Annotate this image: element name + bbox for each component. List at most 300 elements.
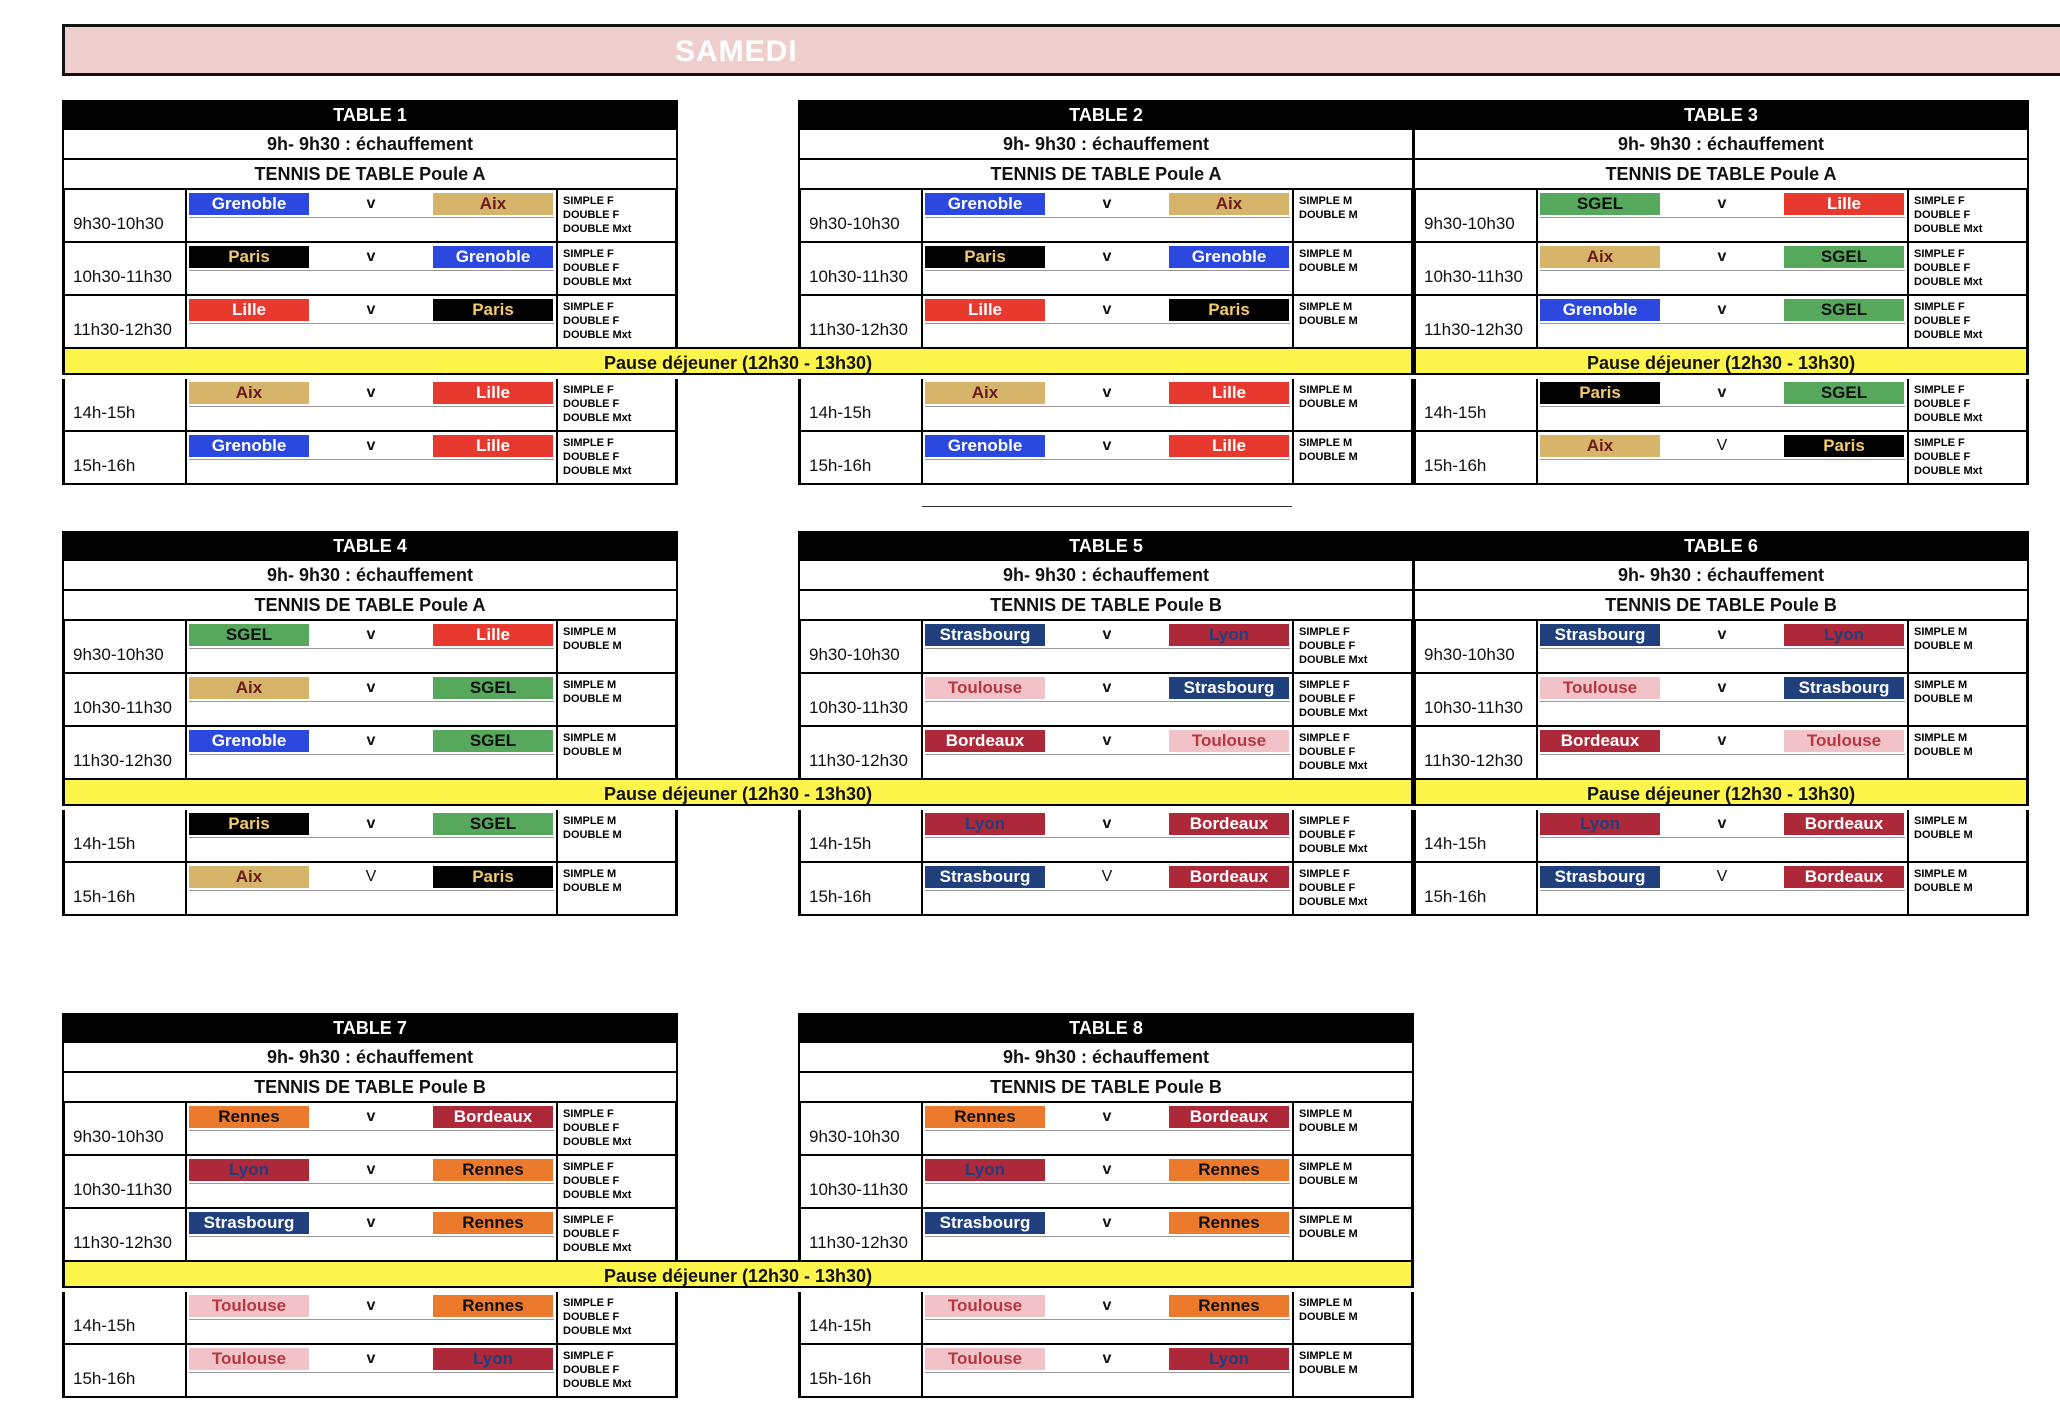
- home-team: Toulouse: [1540, 677, 1660, 699]
- category-label: SIMPLE F: [1299, 679, 1350, 691]
- table-title: TABLE 5: [798, 531, 1414, 561]
- category-label: SIMPLE M: [1299, 195, 1353, 207]
- category-cell: [556, 1345, 678, 1396]
- time-label: 9h30-10h30: [73, 214, 164, 233]
- table-panel: [62, 531, 678, 916]
- time-cell: [65, 1156, 187, 1207]
- category-label: DOUBLE Mxt: [1299, 843, 1368, 855]
- time-cell: [1416, 674, 1538, 725]
- time-label: 10h30-11h30: [73, 1180, 172, 1199]
- match-slot: [1413, 727, 2029, 780]
- category-label: SIMPLE F: [1299, 732, 1350, 744]
- match-slot: [1413, 621, 2029, 674]
- category-cell: [1907, 432, 2029, 483]
- away-team: Aix: [1169, 193, 1289, 215]
- time-label: 14h-15h: [809, 1316, 872, 1335]
- home-team: Strasbourg: [1540, 866, 1660, 888]
- category-label: SIMPLE F: [1914, 437, 1965, 449]
- home-team: Paris: [189, 246, 309, 268]
- versus-label: v: [366, 1161, 376, 1178]
- score-row: [925, 701, 1290, 724]
- time-cell: [65, 243, 187, 294]
- category-label: SIMPLE M: [1299, 437, 1353, 449]
- time-cell: [65, 1209, 187, 1260]
- score-row: [925, 270, 1290, 293]
- category-label: SIMPLE M: [1299, 1350, 1353, 1362]
- home-team: Strasbourg: [925, 1212, 1045, 1234]
- away-team: Grenoble: [433, 246, 553, 268]
- category-cell: [556, 432, 678, 483]
- score-row: [189, 270, 554, 293]
- time-label: 14h-15h: [73, 403, 136, 422]
- away-team: Rennes: [433, 1159, 553, 1181]
- match-slot: [1413, 243, 2029, 296]
- score-row: [1540, 217, 1905, 240]
- category-label: SIMPLE F: [1299, 815, 1350, 827]
- away-team: Paris: [433, 866, 553, 888]
- away-team: Lyon: [1169, 624, 1289, 646]
- home-team: Strasbourg: [1540, 624, 1660, 646]
- away-team: Bordeaux: [433, 1106, 553, 1128]
- score-row: [925, 837, 1290, 860]
- category-cell: [556, 243, 678, 294]
- category-cell: [1292, 432, 1414, 483]
- category-label: DOUBLE F: [563, 1122, 620, 1134]
- match-slot: [798, 1345, 1414, 1398]
- versus-label: v: [366, 1214, 376, 1231]
- table-panel: [798, 100, 1414, 485]
- table-panel: [798, 531, 1414, 916]
- table-panel: [62, 1013, 678, 1398]
- table-title: TABLE 2: [798, 100, 1414, 130]
- home-team: Paris: [1540, 382, 1660, 404]
- category-label: DOUBLE M: [563, 746, 622, 758]
- category-cell: [1907, 727, 2029, 778]
- time-cell: [1416, 810, 1538, 861]
- home-team: Grenoble: [189, 193, 309, 215]
- match-slot: [62, 1156, 678, 1209]
- category-label: DOUBLE Mxt: [1914, 276, 1983, 288]
- away-team: Paris: [1169, 299, 1289, 321]
- category-label: SIMPLE F: [563, 1161, 614, 1173]
- match-slot: [798, 1103, 1414, 1156]
- score-row: [1540, 648, 1905, 671]
- lunch-break-bar: Pause déjeuner (12h30 - 13h30): [1413, 347, 2029, 375]
- away-team: Rennes: [1169, 1212, 1289, 1234]
- category-label: DOUBLE Mxt: [563, 1378, 632, 1390]
- category-cell: [1907, 863, 2029, 914]
- home-team: SGEL: [1540, 193, 1660, 215]
- match-slot: [798, 190, 1414, 243]
- category-label: DOUBLE M: [563, 693, 622, 705]
- home-team: Rennes: [925, 1106, 1045, 1128]
- home-team: Lille: [925, 299, 1045, 321]
- score-row: [189, 837, 554, 860]
- category-label: DOUBLE M: [1299, 451, 1358, 463]
- time-label: 15h-16h: [73, 1369, 136, 1388]
- time-cell: [801, 243, 923, 294]
- table-title: TABLE 6: [1413, 531, 2029, 561]
- lunch-break-bar: Pause déjeuner (12h30 - 13h30): [1413, 778, 2029, 806]
- category-label: SIMPLE M: [1914, 732, 1968, 744]
- match-slot: [62, 296, 678, 349]
- versus-label: V: [1101, 868, 1113, 885]
- away-team: Rennes: [433, 1212, 553, 1234]
- category-cell: [1907, 243, 2029, 294]
- time-cell: [65, 296, 187, 347]
- category-label: DOUBLE M: [1914, 640, 1973, 652]
- away-team: SGEL: [433, 677, 553, 699]
- time-cell: [801, 674, 923, 725]
- category-label: DOUBLE F: [563, 1175, 620, 1187]
- home-team: Bordeaux: [1540, 730, 1660, 752]
- home-team: Grenoble: [189, 435, 309, 457]
- away-team: Lille: [1784, 193, 1904, 215]
- score-row: [1540, 323, 1905, 346]
- time-cell: [1416, 190, 1538, 241]
- home-team: Toulouse: [925, 1295, 1045, 1317]
- category-label: DOUBLE F: [563, 262, 620, 274]
- score-row: [189, 1319, 554, 1342]
- warmup-line: 9h- 9h30 : échauffement: [62, 561, 678, 591]
- category-label: DOUBLE F: [1914, 315, 1971, 327]
- time-cell: [801, 1292, 923, 1343]
- versus-label: v: [366, 1297, 376, 1314]
- category-cell: [1292, 674, 1414, 725]
- category-cell: [1292, 1103, 1414, 1154]
- versus-label: v: [1102, 1161, 1112, 1178]
- warmup-line: 9h- 9h30 : échauffement: [798, 1043, 1414, 1073]
- category-label: SIMPLE F: [1914, 195, 1965, 207]
- category-label: DOUBLE F: [1914, 209, 1971, 221]
- time-cell: [801, 190, 923, 241]
- score-row: [925, 754, 1290, 777]
- versus-label: v: [1717, 679, 1727, 696]
- versus-label: v: [1102, 679, 1112, 696]
- home-team: Aix: [925, 382, 1045, 404]
- match-slot: [798, 379, 1414, 432]
- away-team: Lille: [433, 624, 553, 646]
- score-row: [189, 1236, 554, 1259]
- time-cell: [1416, 379, 1538, 430]
- score-row: [925, 1236, 1290, 1259]
- category-label: DOUBLE Mxt: [563, 276, 632, 288]
- category-label: DOUBLE F: [1299, 640, 1356, 652]
- away-team: Lille: [433, 382, 553, 404]
- table-title: TABLE 8: [798, 1013, 1414, 1043]
- away-team: Lille: [1169, 382, 1289, 404]
- score-row: [925, 217, 1290, 240]
- away-team: SGEL: [1784, 246, 1904, 268]
- home-team: Grenoble: [189, 730, 309, 752]
- poule-line: TENNIS DE TABLE Poule B: [1413, 591, 2029, 621]
- time-label: 15h-16h: [73, 456, 136, 475]
- category-label: DOUBLE Mxt: [1299, 760, 1368, 772]
- away-team: Rennes: [433, 1295, 553, 1317]
- time-cell: [801, 296, 923, 347]
- score-row: [189, 1183, 554, 1206]
- away-team: SGEL: [433, 730, 553, 752]
- versus-label: v: [366, 679, 376, 696]
- category-label: SIMPLE M: [1914, 815, 1968, 827]
- score-row: [189, 701, 554, 724]
- home-team: Grenoble: [1540, 299, 1660, 321]
- category-label: SIMPLE F: [563, 1214, 614, 1226]
- separator-line: [922, 506, 1292, 507]
- lunch-break-bar: Pause déjeuner (12h30 - 13h30): [62, 1260, 1414, 1288]
- category-cell: [1292, 1156, 1414, 1207]
- versus-label: v: [366, 626, 376, 643]
- time-cell: [801, 727, 923, 778]
- time-cell: [801, 432, 923, 483]
- category-label: DOUBLE Mxt: [563, 412, 632, 424]
- category-label: DOUBLE Mxt: [1299, 896, 1368, 908]
- table-panel: [1413, 531, 2029, 916]
- category-label: DOUBLE M: [1299, 1228, 1358, 1240]
- category-label: DOUBLE M: [1299, 1364, 1358, 1376]
- category-label: SIMPLE M: [1299, 1214, 1353, 1226]
- away-team: SGEL: [1784, 299, 1904, 321]
- time-cell: [1416, 727, 1538, 778]
- category-cell: [1907, 379, 2029, 430]
- home-team: Grenoble: [925, 193, 1045, 215]
- home-team: Toulouse: [189, 1295, 309, 1317]
- versus-label: v: [1102, 1350, 1112, 1367]
- poule-line: TENNIS DE TABLE Poule B: [798, 591, 1414, 621]
- home-team: Aix: [1540, 435, 1660, 457]
- away-team: Paris: [433, 299, 553, 321]
- score-row: [925, 1372, 1290, 1395]
- score-row: [925, 890, 1290, 913]
- away-team: Paris: [1784, 435, 1904, 457]
- category-cell: [556, 863, 678, 914]
- table-title: TABLE 7: [62, 1013, 678, 1043]
- time-label: 11h30-12h30: [809, 1233, 908, 1252]
- match-slot: [1413, 432, 2029, 485]
- score-row: [1540, 270, 1905, 293]
- time-cell: [65, 1103, 187, 1154]
- category-label: SIMPLE F: [563, 437, 614, 449]
- category-label: DOUBLE Mxt: [563, 223, 632, 235]
- time-label: 11h30-12h30: [1424, 320, 1523, 339]
- poule-line: TENNIS DE TABLE Poule A: [62, 591, 678, 621]
- score-row: [189, 406, 554, 429]
- match-slot: [1413, 379, 2029, 432]
- time-cell: [65, 674, 187, 725]
- category-cell: [556, 810, 678, 861]
- home-team: Aix: [189, 866, 309, 888]
- category-label: DOUBLE F: [1299, 829, 1356, 841]
- home-team: Toulouse: [925, 1348, 1045, 1370]
- category-label: SIMPLE M: [563, 626, 617, 638]
- time-cell: [65, 621, 187, 672]
- category-cell: [1907, 296, 2029, 347]
- category-label: DOUBLE Mxt: [563, 1325, 632, 1337]
- score-row: [925, 406, 1290, 429]
- match-slot: [798, 810, 1414, 863]
- match-slot: [62, 432, 678, 485]
- score-row: [1540, 701, 1905, 724]
- poule-line: TENNIS DE TABLE Poule A: [798, 160, 1414, 190]
- poule-line: TENNIS DE TABLE Poule B: [62, 1073, 678, 1103]
- category-label: DOUBLE F: [563, 209, 620, 221]
- match-slot: [62, 243, 678, 296]
- score-row: [189, 648, 554, 671]
- category-label: DOUBLE Mxt: [563, 465, 632, 477]
- category-cell: [1292, 810, 1414, 861]
- category-label: SIMPLE M: [1299, 1297, 1353, 1309]
- time-cell: [801, 1103, 923, 1154]
- time-cell: [65, 190, 187, 241]
- away-team: Bordeaux: [1784, 866, 1904, 888]
- time-label: 10h30-11h30: [1424, 698, 1523, 717]
- warmup-line: 9h- 9h30 : échauffement: [62, 130, 678, 160]
- home-team: Rennes: [189, 1106, 309, 1128]
- category-label: DOUBLE M: [563, 640, 622, 652]
- away-team: Bordeaux: [1169, 1106, 1289, 1128]
- score-row: [189, 890, 554, 913]
- time-label: 9h30-10h30: [73, 645, 164, 664]
- time-label: 11h30-12h30: [1424, 751, 1523, 770]
- versus-label: v: [1717, 301, 1727, 318]
- time-label: 15h-16h: [73, 887, 136, 906]
- match-slot: [62, 674, 678, 727]
- category-cell: [556, 190, 678, 241]
- time-label: 10h30-11h30: [809, 698, 908, 717]
- home-team: Paris: [189, 813, 309, 835]
- category-label: DOUBLE M: [1914, 829, 1973, 841]
- versus-label: v: [1102, 248, 1112, 265]
- time-cell: [1416, 432, 1538, 483]
- match-slot: [798, 243, 1414, 296]
- match-slot: [1413, 810, 2029, 863]
- home-team: Lyon: [189, 1159, 309, 1181]
- match-slot: [798, 1209, 1414, 1262]
- match-slot: [62, 190, 678, 243]
- category-label: DOUBLE Mxt: [563, 1189, 632, 1201]
- category-label: SIMPLE F: [1299, 868, 1350, 880]
- category-label: SIMPLE F: [563, 301, 614, 313]
- score-row: [925, 459, 1290, 482]
- category-cell: [1907, 810, 2029, 861]
- day-banner: [62, 24, 2060, 76]
- score-row: [1540, 890, 1905, 913]
- category-label: DOUBLE Mxt: [1914, 465, 1983, 477]
- match-slot: [798, 1292, 1414, 1345]
- versus-label: v: [366, 437, 376, 454]
- match-slot: [798, 727, 1414, 780]
- home-team: Lyon: [925, 813, 1045, 835]
- time-label: 9h30-10h30: [1424, 214, 1515, 233]
- category-label: SIMPLE M: [1299, 384, 1353, 396]
- score-row: [189, 1372, 554, 1395]
- away-team: Grenoble: [1169, 246, 1289, 268]
- category-label: SIMPLE F: [563, 195, 614, 207]
- time-cell: [65, 863, 187, 914]
- score-row: [1540, 754, 1905, 777]
- category-label: DOUBLE F: [1299, 693, 1356, 705]
- warmup-line: 9h- 9h30 : échauffement: [798, 561, 1414, 591]
- category-label: SIMPLE F: [563, 1108, 614, 1120]
- time-cell: [65, 1292, 187, 1343]
- time-cell: [801, 379, 923, 430]
- category-label: DOUBLE M: [1299, 315, 1358, 327]
- category-label: DOUBLE Mxt: [563, 1242, 632, 1254]
- warmup-line: 9h- 9h30 : échauffement: [62, 1043, 678, 1073]
- time-label: 14h-15h: [73, 1316, 136, 1335]
- home-team: SGEL: [189, 624, 309, 646]
- versus-label: v: [1102, 1214, 1112, 1231]
- versus-label: v: [1102, 626, 1112, 643]
- away-team: SGEL: [1784, 382, 1904, 404]
- category-label: DOUBLE M: [563, 829, 622, 841]
- time-label: 15h-16h: [809, 1369, 872, 1388]
- match-slot: [798, 674, 1414, 727]
- home-team: Toulouse: [925, 677, 1045, 699]
- day-title: SAMEDI: [675, 35, 798, 68]
- category-label: DOUBLE F: [1299, 882, 1356, 894]
- versus-label: v: [366, 732, 376, 749]
- category-label: SIMPLE M: [563, 679, 617, 691]
- score-row: [925, 648, 1290, 671]
- home-team: Aix: [189, 677, 309, 699]
- score-row: [1540, 837, 1905, 860]
- table-panel: [62, 100, 678, 485]
- versus-label: V: [1716, 437, 1728, 454]
- time-label: 14h-15h: [1424, 834, 1487, 853]
- away-team: Aix: [433, 193, 553, 215]
- versus-label: v: [1102, 1297, 1112, 1314]
- away-team: Strasbourg: [1169, 677, 1289, 699]
- score-row: [925, 1130, 1290, 1153]
- category-cell: [1292, 621, 1414, 672]
- category-label: DOUBLE M: [1914, 693, 1973, 705]
- match-slot: [62, 1209, 678, 1262]
- category-label: DOUBLE M: [1299, 398, 1358, 410]
- match-slot: [62, 863, 678, 916]
- time-label: 10h30-11h30: [809, 1180, 908, 1199]
- away-team: SGEL: [433, 813, 553, 835]
- versus-label: v: [1102, 195, 1112, 212]
- category-cell: [1292, 296, 1414, 347]
- time-cell: [801, 1345, 923, 1396]
- score-row: [1540, 406, 1905, 429]
- time-label: 14h-15h: [73, 834, 136, 853]
- match-slot: [62, 379, 678, 432]
- time-label: 9h30-10h30: [809, 214, 900, 233]
- match-slot: [1413, 190, 2029, 243]
- category-label: SIMPLE F: [1914, 248, 1965, 260]
- away-team: Lyon: [1784, 624, 1904, 646]
- category-label: DOUBLE Mxt: [1299, 707, 1368, 719]
- away-team: Rennes: [1169, 1159, 1289, 1181]
- category-cell: [556, 1156, 678, 1207]
- score-row: [189, 323, 554, 346]
- score-row: [925, 323, 1290, 346]
- time-label: 11h30-12h30: [809, 320, 908, 339]
- away-team: Lyon: [433, 1348, 553, 1370]
- time-label: 15h-16h: [1424, 887, 1487, 906]
- versus-label: v: [1717, 384, 1727, 401]
- versus-label: v: [1717, 248, 1727, 265]
- away-team: Lille: [433, 435, 553, 457]
- category-cell: [1292, 243, 1414, 294]
- time-cell: [801, 621, 923, 672]
- home-team: Grenoble: [925, 435, 1045, 457]
- category-cell: [556, 727, 678, 778]
- poule-line: TENNIS DE TABLE Poule B: [798, 1073, 1414, 1103]
- category-label: SIMPLE M: [1914, 679, 1968, 691]
